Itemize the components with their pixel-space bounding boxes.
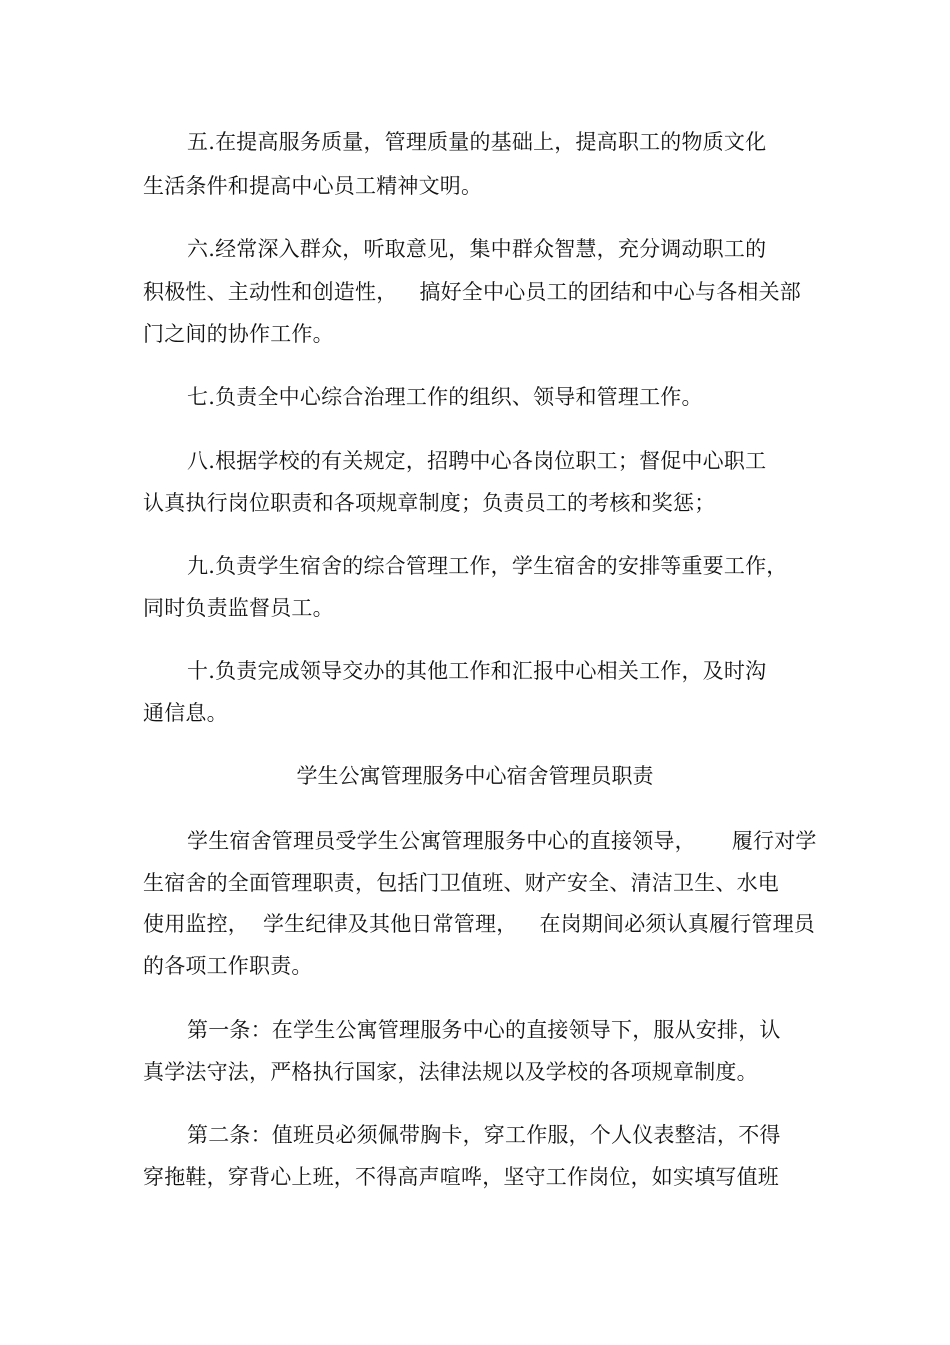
intro-line-3-part-3: 在岗期间必须认真履行管理员 [539, 912, 816, 936]
item-10-line-1: 十.负责完成领导交办的其他工作和汇报中心相关工作，及时沟 [187, 659, 767, 683]
intro-line-1-part-1: 学生宿舍管理员受学生公寓管理服务中心的直接领导， [187, 829, 696, 853]
article-1-line-2: 真学法守法，严格执行国家，法律法规以及学校的各项规章制度。 [143, 1060, 758, 1084]
item-8-line-2: 认真执行岗位职责和各项规章制度；负责员工的考核和奖惩； [143, 491, 716, 515]
intro-line-3-part-2: 学生纪律及其他日常管理， [263, 912, 518, 936]
article-1-line-1: 第一条：在学生公寓管理服务中心的直接领导下，服从安排，认 [187, 1018, 781, 1042]
item-9-line-2: 同时负责监督员工。 [143, 596, 334, 620]
item-5-line-1: 五.在提高服务质量，管理质量的基础上，提高职工的物质文化 [187, 130, 767, 154]
item-6-line-2-part-2: 搞好全中心员工的团结和中心与各相关部 [419, 280, 802, 304]
article-2-line-1: 第二条：值班员必须佩带胸卡，穿工作服，个人仪表整洁，不得 [187, 1123, 781, 1147]
item-6-line-3: 门之间的协作工作。 [143, 322, 334, 346]
item-7-line-1: 七.负责全中心综合治理工作的组织、领导和管理工作。 [187, 385, 703, 409]
intro-line-1-part-2: 履行对学 [731, 829, 817, 853]
intro-line-3-part-1: 使用监控， [143, 912, 249, 936]
intro-line-3 [143, 910, 815, 938]
item-8-line-1: 八.根据学校的有关规定，招聘中心各岗位职工；督促中心职工 [187, 449, 767, 473]
item-5-line-2: 生活条件和提高中心员工精神文明。 [143, 174, 483, 198]
intro-line-1 [187, 827, 817, 855]
item-6-line-2-part-1: 积极性、主动性和创造性， [143, 280, 398, 304]
section-title: 学生公寓管理服务中心宿舍管理员职责 [296, 764, 654, 788]
item-6-line-2 [143, 278, 801, 306]
item-10-line-2: 通信息。 [143, 701, 228, 725]
intro-line-2: 生宿舍的全面管理职责，包括门卫值班、财产安全、清洁卫生、水电 [143, 871, 779, 895]
item-9-line-1: 九.负责学生宿舍的综合管理工作，学生宿舍的安排等重要工作， [187, 554, 788, 578]
intro-line-4: 的各项工作职责。 [143, 954, 313, 978]
item-6-line-1: 六.经常深入群众，听取意见，集中群众智慧，充分调动职工的 [187, 237, 767, 261]
article-2-line-2: 穿拖鞋，穿背心上班，不得高声喧哗，坚守工作岗位，如实填写值班 [143, 1165, 779, 1189]
